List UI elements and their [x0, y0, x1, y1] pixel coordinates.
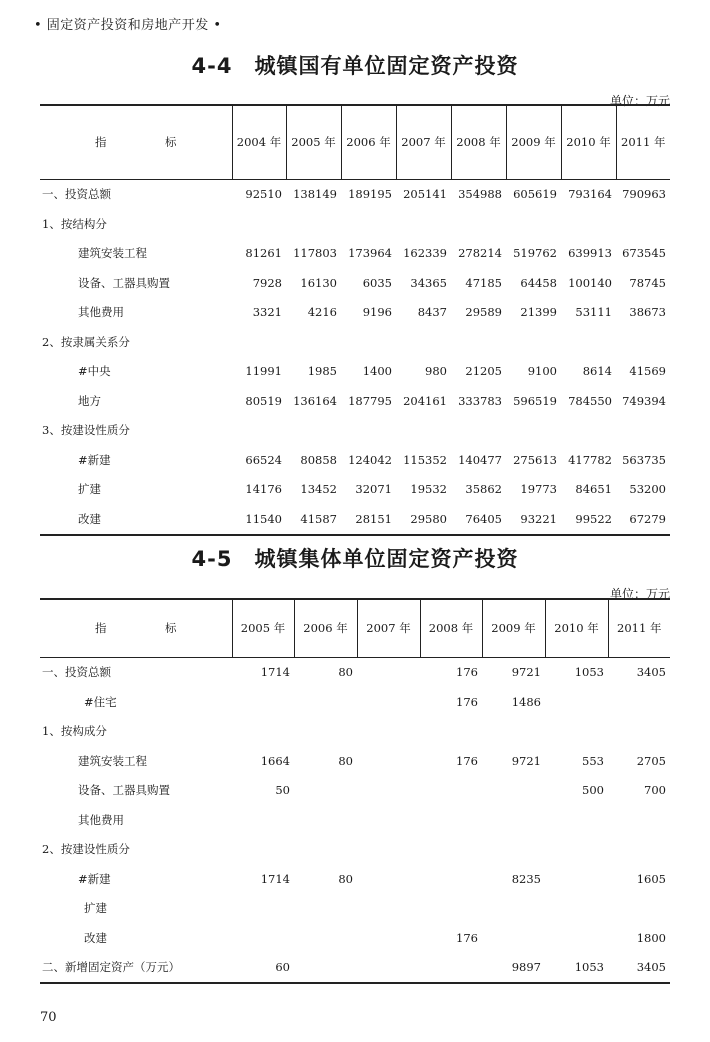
table-row — [40, 746, 670, 776]
table1-title-text: 城镇国有单位固定资产投资 — [254, 54, 519, 78]
table-cell: 553 — [582, 753, 604, 768]
table-cell: 605619 — [513, 187, 557, 202]
table-cell — [341, 209, 396, 239]
table-cell — [396, 209, 451, 239]
table-cell — [357, 805, 420, 835]
table-cell: 29580 — [396, 504, 451, 535]
row-label: 扩建 — [84, 901, 107, 916]
table-cell — [294, 717, 357, 747]
table-cell — [482, 776, 545, 806]
table-cell: 115352 — [403, 452, 447, 467]
row-label: #中央 — [78, 364, 111, 379]
table-cell: 35862 — [465, 482, 502, 497]
table-row — [40, 776, 670, 806]
table-cell: 47185 — [465, 275, 502, 290]
table-cell — [286, 327, 341, 357]
row-label: 一、投资总额 — [42, 665, 111, 680]
table-cell: 41569 — [629, 364, 666, 379]
table-cell — [232, 327, 286, 357]
table-cell — [232, 416, 286, 446]
table-cell: 176 — [456, 665, 478, 680]
table-row — [40, 923, 670, 953]
table-cell: 980 — [425, 364, 447, 379]
table-cell: 700 — [644, 783, 666, 798]
table-cell — [545, 717, 608, 747]
table-cell: 60 — [232, 953, 294, 984]
table-cell: 19773 — [520, 482, 557, 497]
table-cell — [357, 746, 420, 776]
table-cell: 99522 — [561, 504, 616, 535]
table-cell: 4216 — [307, 305, 337, 320]
year-header: 2004 年 — [232, 105, 286, 179]
table-cell: 124042 — [348, 452, 392, 467]
table-cell: 67279 — [616, 504, 670, 535]
year-header: 2008 年 — [451, 105, 506, 179]
table-row — [40, 327, 670, 357]
table-cell — [420, 894, 482, 924]
table-cell: 80519 — [245, 393, 282, 408]
table-row — [40, 475, 670, 505]
year-header: 2011 年 — [616, 105, 670, 179]
table-cell: 76405 — [451, 504, 506, 535]
table-cell: 1053 — [545, 953, 608, 984]
table1-number: 4-4 — [191, 54, 233, 78]
table-row — [40, 717, 670, 747]
table-cell: 7928 — [252, 275, 282, 290]
table-cell: 6035 — [362, 275, 392, 290]
table-cell: 8437 — [417, 305, 447, 320]
table-cell: 187795 — [348, 393, 392, 408]
table-cell: 673545 — [622, 246, 666, 261]
table-cell — [232, 717, 294, 747]
table-cell — [545, 687, 608, 717]
table-cell — [357, 923, 420, 953]
table-cell: 417782 — [568, 452, 612, 467]
table-cell: 100140 — [568, 275, 612, 290]
table-cell — [545, 894, 608, 924]
table-cell — [396, 416, 451, 446]
row-label: 地方 — [78, 393, 101, 408]
row-label: 建筑安装工程 — [78, 753, 147, 768]
year-header: 2008 年 — [420, 599, 482, 657]
table-cell — [294, 923, 357, 953]
table-cell — [357, 776, 420, 806]
table-cell: 1714 — [260, 665, 290, 680]
table-cell — [420, 953, 482, 984]
table2-title — [0, 543, 710, 573]
table-cell: 92510 — [245, 187, 282, 202]
table-cell — [232, 209, 286, 239]
table-cell: 1664 — [260, 753, 290, 768]
table-cell: 1605 — [636, 871, 666, 886]
table-row — [40, 894, 670, 924]
table-cell: 639913 — [568, 246, 612, 261]
table-cell — [357, 657, 420, 687]
table-cell: 189195 — [348, 187, 392, 202]
table-cell — [420, 864, 482, 894]
table-cell — [608, 894, 670, 924]
table-cell — [232, 687, 294, 717]
table-cell: 53200 — [629, 482, 666, 497]
table-cell — [357, 894, 420, 924]
table-cell: 205141 — [403, 187, 447, 202]
table-row — [40, 445, 670, 475]
row-label: 设备、工器具购置 — [78, 783, 170, 798]
table-cell: 11991 — [245, 364, 282, 379]
table-cell: 749394 — [622, 393, 666, 408]
table-cell — [357, 864, 420, 894]
table-cell: 204161 — [403, 393, 447, 408]
table-cell: 9721 — [511, 665, 541, 680]
table-cell — [286, 209, 341, 239]
table-cell: 21205 — [465, 364, 502, 379]
table-cell — [357, 835, 420, 865]
table-row — [40, 504, 670, 535]
table-cell: 19532 — [410, 482, 447, 497]
table-cell — [506, 327, 561, 357]
table-cell: 2705 — [636, 753, 666, 768]
table-cell: 275613 — [513, 452, 557, 467]
table-row — [40, 209, 670, 239]
table-row — [40, 687, 670, 717]
table-cell — [608, 835, 670, 865]
table-cell: 64458 — [520, 275, 557, 290]
table-cell — [608, 717, 670, 747]
row-label: 1、按结构分 — [42, 216, 107, 231]
table-cell — [294, 687, 357, 717]
table-cell: 14176 — [245, 482, 282, 497]
table-row — [40, 835, 670, 865]
table2-unit: 单位：万元 — [609, 587, 670, 601]
table-row — [40, 864, 670, 894]
row-label: 改建 — [40, 504, 232, 535]
table-cell: 793164 — [568, 187, 612, 202]
table-row — [40, 657, 670, 687]
table1 — [40, 104, 670, 536]
table-cell: 9100 — [527, 364, 557, 379]
table-cell: 21399 — [520, 305, 557, 320]
table-cell: 1714 — [260, 871, 290, 886]
table-cell: 136164 — [293, 393, 337, 408]
table-cell — [506, 209, 561, 239]
table-cell — [506, 416, 561, 446]
table-cell — [482, 835, 545, 865]
row-label: #住宅 — [84, 694, 117, 709]
year-header: 2006 年 — [341, 105, 396, 179]
table-cell: 50 — [275, 783, 290, 798]
table-cell — [341, 416, 396, 446]
row-label: 改建 — [84, 930, 107, 945]
table-cell — [294, 894, 357, 924]
table-row — [40, 239, 670, 269]
table1-header-row — [40, 105, 670, 179]
table-cell: 1400 — [362, 364, 392, 379]
table-cell: 140477 — [458, 452, 502, 467]
table-cell: 16130 — [300, 275, 337, 290]
table1-unit: 单位：万元 — [609, 94, 670, 108]
table-cell: 38673 — [629, 305, 666, 320]
table-cell: 80 — [338, 871, 353, 886]
year-header: 2010 年 — [545, 599, 608, 657]
table2-title-text: 城镇集体单位固定资产投资 — [254, 547, 519, 571]
table-cell: 13452 — [300, 482, 337, 497]
table-cell — [396, 327, 451, 357]
table-cell — [232, 923, 294, 953]
table-cell — [561, 327, 616, 357]
table-cell: 41587 — [286, 504, 341, 535]
table-cell — [232, 805, 294, 835]
table-cell: 84651 — [575, 482, 612, 497]
table-cell: 11540 — [232, 504, 286, 535]
table-cell — [482, 805, 545, 835]
row-label: 2、按建设性质分 — [42, 842, 130, 857]
table-row — [40, 416, 670, 446]
table-cell — [420, 717, 482, 747]
table-cell — [451, 416, 506, 446]
table-row — [40, 268, 670, 298]
table-cell: 66524 — [245, 452, 282, 467]
table-cell — [232, 894, 294, 924]
table-cell — [294, 805, 357, 835]
table-row — [40, 357, 670, 387]
table-cell: 9897 — [482, 953, 545, 984]
table-cell — [294, 835, 357, 865]
row-label: 设备、工器具购置 — [78, 275, 170, 290]
table-cell — [545, 864, 608, 894]
row-label: 建筑安装工程 — [78, 246, 147, 261]
indicator-header: 指 标 — [40, 105, 232, 179]
table-row — [40, 805, 670, 835]
table-cell: 53111 — [575, 305, 612, 320]
row-label: 1、按构成分 — [42, 724, 107, 739]
year-header: 2006 年 — [294, 599, 357, 657]
year-header: 2007 年 — [357, 599, 420, 657]
table-cell: 3405 — [608, 953, 670, 984]
table-row — [40, 386, 670, 416]
year-header: 2007 年 — [396, 105, 451, 179]
running-header: • 固定资产投资和房地产开发 • — [34, 18, 222, 33]
table-cell: 173964 — [348, 246, 392, 261]
table1-title — [0, 50, 710, 80]
table-cell: 81261 — [245, 246, 282, 261]
table-cell: 1053 — [574, 665, 604, 680]
table-cell — [294, 953, 357, 984]
table-cell: 80858 — [300, 452, 337, 467]
year-header: 2011 年 — [608, 599, 670, 657]
table-cell: 1486 — [511, 694, 541, 709]
table-cell — [545, 835, 608, 865]
table-cell — [357, 717, 420, 747]
table-cell — [482, 923, 545, 953]
table-cell — [451, 327, 506, 357]
table-cell: 596519 — [513, 393, 557, 408]
table-cell: 28151 — [341, 504, 396, 535]
table-cell — [451, 209, 506, 239]
row-label: 扩建 — [78, 482, 101, 497]
table-cell — [608, 687, 670, 717]
table-cell: 519762 — [513, 246, 557, 261]
table-cell — [561, 416, 616, 446]
table-cell — [357, 687, 420, 717]
year-header: 2005 年 — [286, 105, 341, 179]
table-cell — [482, 894, 545, 924]
table-cell — [420, 776, 482, 806]
table-cell — [545, 923, 608, 953]
table-cell: 162339 — [403, 246, 447, 261]
table-cell: 354988 — [458, 187, 502, 202]
table-cell: 176 — [456, 930, 478, 945]
page-number: 70 — [40, 1010, 57, 1025]
table-cell: 333783 — [458, 393, 502, 408]
table-cell: 93221 — [506, 504, 561, 535]
table-cell — [616, 327, 670, 357]
row-label: 2、按隶属关系分 — [42, 334, 130, 349]
year-header: 2010 年 — [561, 105, 616, 179]
row-label: 一、投资总额 — [42, 187, 111, 202]
table-cell — [616, 209, 670, 239]
table-cell: 29589 — [465, 305, 502, 320]
table-cell: 34365 — [410, 275, 447, 290]
table-cell — [420, 835, 482, 865]
table-cell — [341, 327, 396, 357]
table-row — [40, 953, 670, 984]
table-cell: 563735 — [622, 452, 666, 467]
table-cell — [420, 805, 482, 835]
table-cell: 790963 — [622, 187, 666, 202]
table-cell: 176 — [456, 694, 478, 709]
table2-header-row — [40, 599, 670, 657]
table-cell: 32071 — [355, 482, 392, 497]
table-cell: 80 — [338, 665, 353, 680]
table-cell: 8235 — [511, 871, 541, 886]
table-cell: 278214 — [458, 246, 502, 261]
table-cell: 138149 — [293, 187, 337, 202]
year-header: 2005 年 — [232, 599, 294, 657]
table-cell: 9721 — [511, 753, 541, 768]
table-cell — [286, 416, 341, 446]
table-cell: 1800 — [636, 930, 666, 945]
table-cell — [482, 717, 545, 747]
table-cell — [232, 835, 294, 865]
table-cell: 3321 — [252, 305, 282, 320]
table-cell — [294, 776, 357, 806]
table-cell — [616, 416, 670, 446]
row-label: #新建 — [78, 871, 111, 886]
table-cell: 784550 — [568, 393, 612, 408]
table-row — [40, 298, 670, 328]
row-label: #新建 — [78, 452, 111, 467]
indicator-header: 指 标 — [40, 599, 232, 657]
table-cell: 500 — [582, 783, 604, 798]
table-row — [40, 179, 670, 209]
table2 — [40, 598, 670, 984]
table-cell: 78745 — [629, 275, 666, 290]
year-header: 2009 年 — [506, 105, 561, 179]
table-cell: 176 — [456, 753, 478, 768]
table-cell: 1985 — [307, 364, 337, 379]
year-header: 2009 年 — [482, 599, 545, 657]
table-cell: 3405 — [636, 665, 666, 680]
table-cell: 117803 — [293, 246, 337, 261]
table-cell — [545, 805, 608, 835]
table-cell: 8614 — [582, 364, 612, 379]
table-cell — [357, 953, 420, 984]
row-label: 二、新增固定资产（万元） — [40, 953, 232, 984]
row-label: 其他费用 — [78, 812, 124, 827]
row-label: 3、按建设性质分 — [42, 423, 130, 438]
table2-number: 4-5 — [191, 547, 233, 571]
table-cell — [561, 209, 616, 239]
row-label: 其他费用 — [78, 305, 124, 320]
table-cell: 80 — [338, 753, 353, 768]
table-cell — [608, 805, 670, 835]
table-cell: 9196 — [362, 305, 392, 320]
